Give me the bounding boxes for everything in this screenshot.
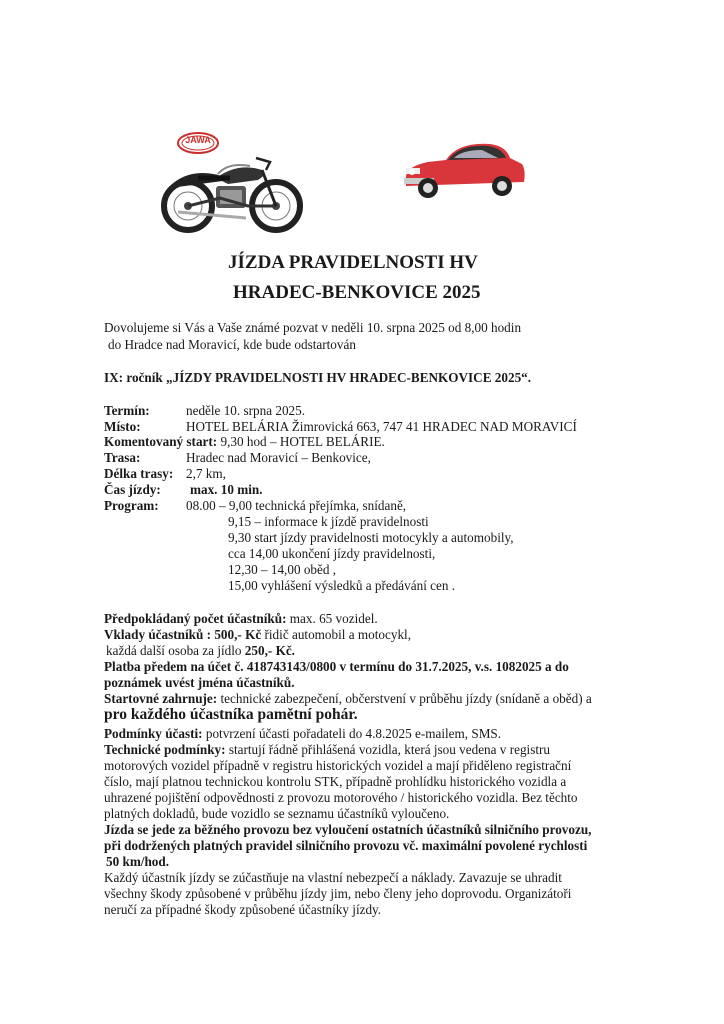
trasa-value: Hradec nad Moravicí – Benkovice, — [186, 450, 371, 465]
intro-line-2: do Hradce nad Moravicí, kde bude odstartován — [108, 337, 356, 352]
termin-value: neděle 10. srpna 2025. — [186, 403, 306, 418]
startovne-label: Startovné zahrnuje: — [104, 691, 218, 706]
jawa-logo-text: JAWA — [185, 135, 211, 145]
pocet-value: max. 65 vozidel. — [286, 611, 378, 626]
platba-line-1: Platba předem na účet č. 418743143/0800 v termínu do 31.7.2025, v.s. 1082025 a do — [104, 659, 569, 674]
pocet-row — [104, 611, 378, 627]
startovne-value: technické zabezpečení, občerstvení v průběhu jízdy (snídaně a oběd) a — [217, 691, 592, 706]
misto-label: Místo: — [104, 419, 141, 434]
provoz-line-2: při dodržených platných pravidel silničního provozu vč. maximální povolené rychlosti — [104, 838, 588, 853]
provoz-line-1: Jízda se jede za běžného provozu bez vyloučení ostatních účastníků silničního provozu, — [104, 822, 592, 837]
provoz-line-3: 50 km/hod. — [106, 854, 170, 869]
start-label: Komentovaný start: — [104, 434, 218, 449]
podminky-value: potvrzení účasti pořadateli do 4.8.2025 e-mailem, SMS. — [202, 726, 502, 741]
program-item: 9,30 start jízdy pravidelnosti motocykly a automobily, — [228, 530, 514, 545]
dalsi-amount: 250,- Kč. — [244, 643, 295, 658]
program-item: cca 14,00 ukončení jízdy pravidelnosti, — [228, 546, 436, 561]
tech-line-2: motorových vozidel případně v registru historických vozidel a mají přiděleno registrační — [104, 758, 572, 773]
tech-line-1: startují řádně přihlášená vozidla, která jsou vedena v registru — [225, 742, 550, 757]
final-line-3: neručí za případné škody způsobené účastníky jízdy. — [104, 902, 382, 917]
dalsi-text: každá další osoba za jídlo — [106, 643, 245, 658]
termin-label: Termín: — [104, 403, 150, 418]
tech-row — [104, 742, 550, 758]
podminky-row — [104, 726, 501, 742]
tech-line-3: číslo, mají platnou technickou kontrolu STK, případně prohlídku historického vozidla a — [104, 774, 567, 789]
program-item: 12,30 – 14,00 oběd , — [228, 562, 337, 577]
platba-line-2: poznámek uvést jména účastníků. — [104, 675, 295, 690]
red-convertible-car-image — [398, 138, 528, 206]
startovne-row — [104, 691, 592, 707]
dalsi-row — [106, 643, 295, 659]
vklady-rest: řidič automobil a motocykl, — [261, 627, 411, 642]
misto-value: HOTEL BELÁRIA Žimrovická 663, 747 41 HRADEC NAD MORAVICÍ — [186, 419, 577, 434]
tech-line-4: uhrazené pojištění odpovědnosti z provozu motorového / historického vozidla. Bez těchto — [104, 790, 578, 805]
jawa-motorcycle-image — [158, 148, 308, 238]
program-item: 08.00 – 9,00 technická přejímka, snídaně, — [186, 498, 407, 513]
vklady-label: Vklady účastníků : — [104, 627, 212, 642]
podminky-label: Podmínky účasti: — [104, 726, 203, 741]
program-item: 15,00 vyhlášení výsledků a předávání cen . — [228, 578, 456, 593]
cas-label: Čas jízdy: — [104, 482, 161, 497]
vklady-row — [104, 627, 411, 643]
vklady-amount: 500,- Kč — [211, 627, 262, 642]
program-item: 9,15 – informace k jízdě pravidelnosti — [228, 514, 429, 529]
final-line-1: Každý účastník jízdy se zúčastňuje na vlastní nebezpečí a náklady. Zavazuje se uhradit — [104, 870, 562, 885]
trasa-label: Trasa: — [104, 450, 141, 465]
intro-line-1: Dovolujeme si Vás a Vaše známé pozvat v neděli 10. srpna 2025 od 8,00 hodin — [104, 320, 522, 335]
title-line-1: JÍZDA PRAVIDELNOSTI HV — [228, 252, 478, 273]
title-line-2: HRADEC-BENKOVICE 2025 — [233, 282, 481, 303]
pocet-label: Předpokládaný počet účastníků: — [104, 611, 287, 626]
pohar-line: pro každého účastníka pamětní pohár. — [104, 706, 358, 723]
delka-value: 2,7 km, — [186, 466, 226, 481]
final-line-2: všechny škody způsobené v průběhu jízdy jim, nebo členy jeho doprovodu. Organizátoři — [104, 886, 572, 901]
delka-label: Délka trasy: — [104, 466, 174, 481]
edition-line: IX: ročník „JÍZDY PRAVIDELNOSTI HV HRADEC-BENKOVICE 2025“. — [104, 370, 532, 385]
start-row — [104, 434, 385, 450]
tech-line-5: platných dokladů, bude vozidlo se seznamu účastníků vyloučeno. — [104, 806, 450, 821]
cas-value: max. 10 min. — [190, 482, 263, 497]
tech-label: Technické podmínky: — [104, 742, 226, 757]
start-value: 9,30 hod – HOTEL BELÁRIE. — [220, 434, 385, 449]
program-label: Program: — [104, 498, 159, 513]
